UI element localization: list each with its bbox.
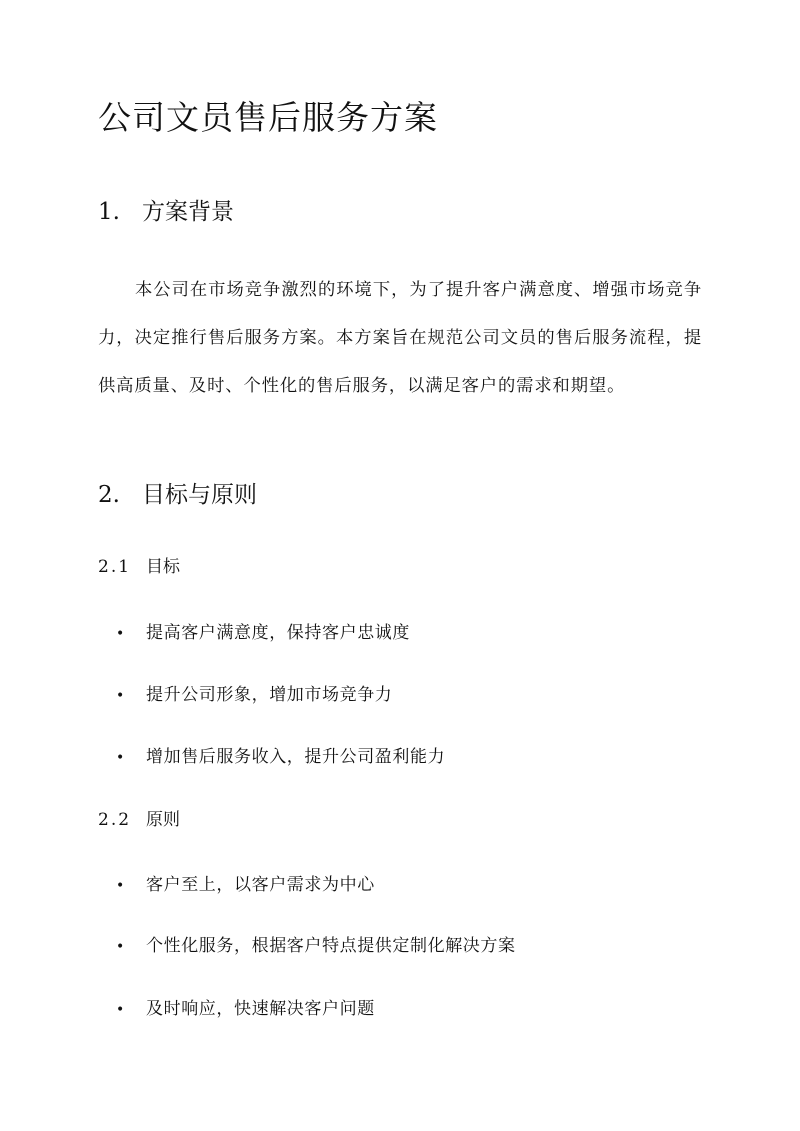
subsection-title: 原则 [146, 810, 180, 830]
section-number: 2. [98, 482, 120, 508]
subsection-heading-principles [98, 807, 180, 833]
list-item-text: 提升公司形象，增加市场竞争力 [146, 685, 393, 705]
list-item [116, 744, 445, 771]
list-item-text: 客户至上，以客户需求为中心 [146, 875, 375, 895]
list-item [116, 620, 410, 647]
section-title: 方案背景 [142, 199, 234, 225]
background-paragraph: 本公司在市场竞争激烈的环境下，为了提升客户满意度、增强市场竞争力，决定推行售后服务方案。本方案旨在规范公司文员的售后服务流程，提供高质量、及时、个性化的售后服务，以满足客户的需求和期望。 [98, 280, 702, 396]
list-item [116, 872, 375, 899]
section-heading-goals-principles [98, 479, 257, 511]
list-item-text: 提高客户满意度，保持客户忠诚度 [146, 623, 410, 643]
subsection-heading-goals [98, 554, 180, 580]
list-item [116, 682, 392, 709]
list-item-text: 个性化服务，根据客户特点提供定制化解决方案 [146, 936, 516, 956]
section-heading-background [98, 196, 234, 228]
list-item [116, 996, 375, 1023]
bullet-icon: • [116, 938, 125, 955]
subsection-number: 2.2 [98, 810, 132, 830]
list-item-text: 增加售后服务收入，提升公司盈利能力 [146, 747, 446, 767]
bullet-icon: • [116, 877, 125, 894]
bullet-icon: • [116, 625, 125, 642]
bullet-icon: • [116, 687, 125, 704]
subsection-title: 目标 [146, 557, 180, 577]
bullet-icon: • [116, 1001, 125, 1018]
bullet-icon: • [116, 749, 125, 766]
section-number: 1. [98, 199, 120, 225]
subsection-number: 2.1 [98, 557, 132, 577]
section-title: 目标与原则 [142, 482, 257, 508]
list-item [116, 933, 516, 960]
list-item-text: 及时响应，快速解决客户问题 [146, 999, 375, 1019]
document-title: 公司文员售后服务方案 [98, 98, 438, 137]
